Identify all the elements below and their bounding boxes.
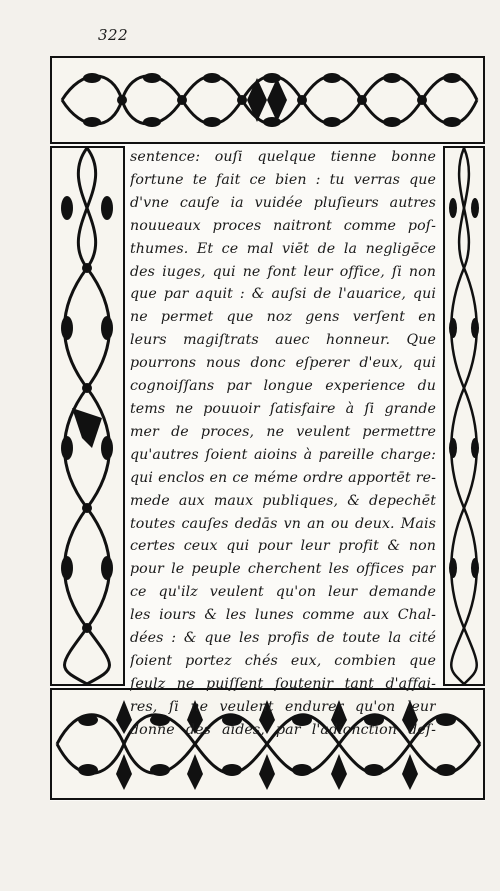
text-line: donne des aides, par l'adionction deſ- — [130, 721, 436, 738]
text-line: toutes cauſes dedās vn an ou deux. Mais — [130, 515, 436, 532]
text-line: tems ne pouuoir ſatisfaire à ſi grande — [130, 400, 436, 417]
left-ornament-border — [50, 146, 125, 686]
text-line: fortune te fait ce bien : tu verras que — [130, 171, 436, 188]
text-line: des iuges, qui ne font leur office, ſi non — [130, 263, 436, 280]
text-line: leurs magiſtrats auec honneur. Que — [130, 332, 436, 349]
text-line: ſeulz ne puiſſent ſoutenir tant d'affai- — [130, 675, 436, 692]
page-number: 322 — [98, 26, 129, 44]
text-line: qu'autres ſoient aioins à pareille charge: — [130, 446, 436, 463]
text-line: cognoiſſans par longue experience du — [130, 378, 436, 395]
text-line: res, ſi ne veulent endurer qu'on leur — [130, 698, 436, 715]
text-line: nouueaux proces naitront comme poſ- — [130, 217, 436, 234]
text-line: d'vne cauſe ia vuidée pluſieurs autres — [130, 194, 436, 211]
text-line: ſoient portez chés eux, combien que — [130, 652, 436, 669]
text-line: qui enclos en ce méme ordre apportēt re- — [130, 469, 436, 486]
text-line: dées : & que les profis de toute la cité — [130, 630, 436, 647]
body-text — [130, 146, 436, 738]
text-line: pour le peuple cherchent les offices par — [130, 561, 436, 578]
text-line: les iours & les lunes comme aux Chal- — [130, 607, 436, 624]
ornamental-frame — [50, 56, 485, 801]
text-line: ne permet que noz gens verſent en — [130, 309, 436, 326]
text-line: pourrons nous donc eſperer d'eux, qui — [130, 355, 436, 372]
text-line: certes ceux qui pour leur profit & non — [130, 538, 436, 555]
text-line: thumes. Et ce mal viēt de la negligēce — [130, 240, 436, 257]
text-line: sentence: ouſi quelque tienne bonne — [130, 149, 436, 165]
text-line: mer de proces, ne veulent permettre — [130, 423, 436, 440]
text-line: que par aquit : & auſsi de l'auarice, qui — [130, 286, 436, 303]
top-ornament-border — [50, 56, 485, 144]
text-line: mede aux maux publiques, & depechēt — [130, 492, 436, 509]
right-ornament-border — [443, 146, 485, 686]
text-line: ce qu'ilz veulent qu'on leur demande — [130, 584, 436, 601]
